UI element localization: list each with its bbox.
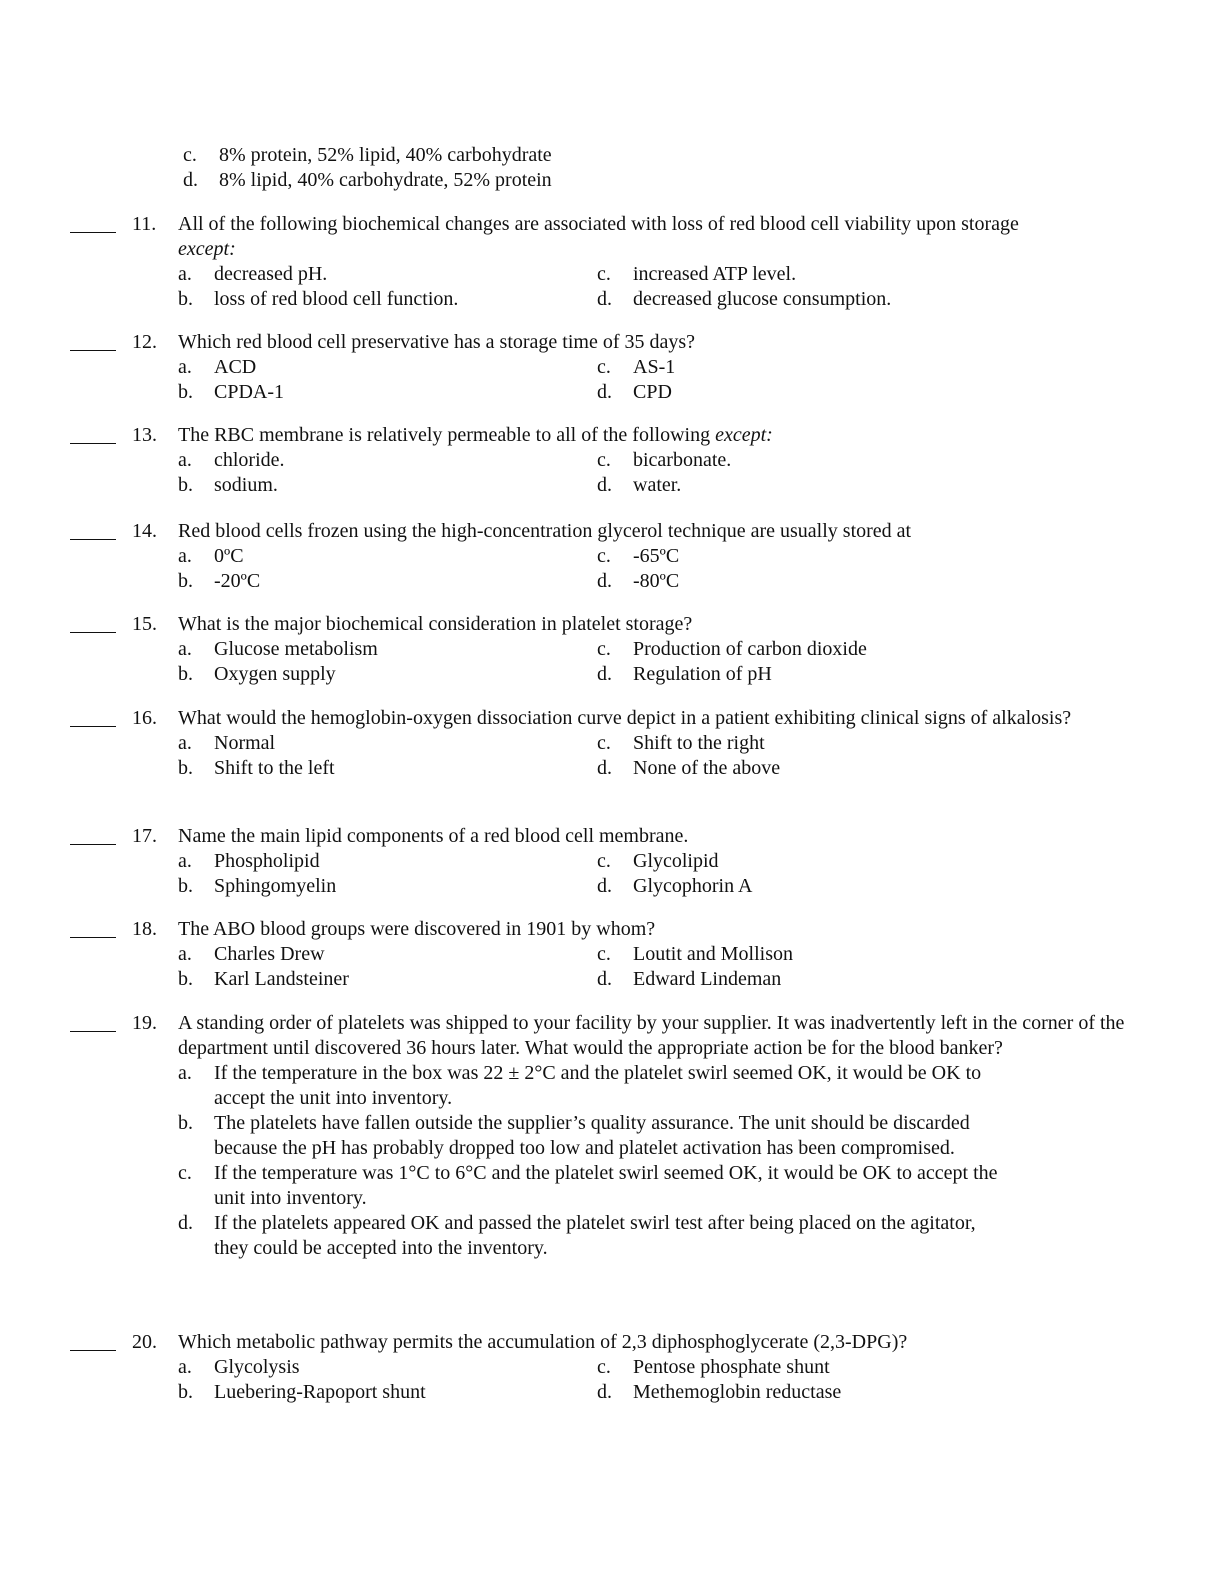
option-text: Pentose phosphate shunt — [633, 1356, 830, 1378]
option-letter: a. — [178, 1356, 192, 1378]
option-letter: a. — [178, 356, 192, 378]
option-a — [178, 942, 597, 967]
answer-blank[interactable] — [70, 519, 116, 540]
option-b — [178, 662, 597, 687]
answer-blank[interactable] — [70, 612, 116, 633]
option-text: 8% lipid, 40% carbohydrate, 52% protein — [219, 169, 552, 191]
option-letter: b. — [178, 381, 193, 403]
option-text: Karl Landsteiner — [214, 968, 349, 990]
question-number: 15. — [132, 613, 157, 635]
option-text: Glycolysis — [214, 1356, 300, 1378]
option-text: Glucose metabolism — [214, 638, 378, 660]
options-grid — [178, 942, 1133, 992]
option-letter: b. — [178, 1112, 193, 1134]
question-number: 13. — [132, 424, 157, 446]
option-d — [597, 662, 977, 687]
option-b — [178, 380, 597, 405]
option-text: bicarbonate. — [633, 449, 732, 471]
option-b — [178, 287, 597, 312]
option-text: 8% protein, 52% lipid, 40% carbohydrate — [219, 144, 552, 166]
option-a — [178, 637, 597, 662]
option-d — [597, 473, 977, 498]
option-d — [597, 380, 977, 405]
option-text: Production of carbon dioxide — [633, 638, 867, 660]
option-a — [178, 544, 597, 569]
option-a — [178, 1061, 1133, 1111]
option-letter: d. — [183, 169, 198, 191]
question-number: 20. — [132, 1331, 157, 1353]
answer-blank[interactable] — [70, 706, 116, 727]
question-stem: The ABO blood groups were discovered in 1901 by whom? — [178, 918, 656, 940]
option-text: -20ºC — [214, 570, 261, 592]
answer-blank[interactable] — [70, 917, 116, 938]
question-stem: Which metabolic pathway permits the accumulation of 2,3 diphosphoglycerate (2,3-DPG)? — [178, 1331, 908, 1353]
option-text: If the temperature in the box was 22 ± 2°C and the platelet swirl seemed OK, it would be OK to accept the unit into inventory. — [214, 1062, 982, 1109]
stem-text: All of the following biochemical changes are associated with loss of red blood cell viability upon storage — [178, 213, 1019, 235]
option-d — [597, 756, 977, 781]
option-letter: c. — [597, 545, 611, 567]
option-text: Normal — [214, 732, 276, 754]
option-d — [597, 967, 977, 992]
option-letter: d. — [597, 288, 612, 310]
option-text: Charles Drew — [214, 943, 325, 965]
option-d — [597, 874, 977, 899]
option-letter: d. — [597, 875, 612, 897]
option-c — [597, 637, 977, 662]
answer-blank[interactable] — [70, 212, 116, 233]
option-letter: a. — [178, 732, 192, 754]
option-text: decreased pH. — [214, 263, 328, 285]
option-letter: d. — [597, 381, 612, 403]
option-d — [178, 1211, 1133, 1261]
option-b — [178, 756, 597, 781]
option-letter: b. — [178, 663, 193, 685]
option-c — [597, 355, 977, 380]
stem-emphasis: except: — [715, 424, 773, 446]
option-letter: c. — [597, 943, 611, 965]
option-c — [597, 942, 977, 967]
option-text: -65ºC — [633, 545, 680, 567]
option-letter: a. — [178, 263, 192, 285]
option-letter: a. — [178, 1062, 192, 1084]
option-letter: a. — [178, 545, 192, 567]
option-a — [178, 1355, 597, 1380]
option-c — [597, 262, 977, 287]
option-c — [597, 448, 977, 473]
option-text: 0ºC — [214, 545, 244, 567]
question-stem: Name the main lipid components of a red blood cell membrane. — [178, 825, 689, 847]
option-d — [597, 569, 977, 594]
option-text: Shift to the right — [633, 732, 765, 754]
option-text: chloride. — [214, 449, 285, 471]
option-a — [178, 448, 597, 473]
option-text: Glycolipid — [633, 850, 719, 872]
option-text: If the platelets appeared OK and passed the platelet swirl test after being placed on the agitator, they could be accepted into the inventory. — [214, 1212, 976, 1259]
option-b — [178, 967, 597, 992]
question-stem — [178, 212, 1133, 262]
option-letter: c. — [597, 356, 611, 378]
options-grid — [178, 849, 1133, 899]
option-text: The platelets have fallen outside the supplier’s quality assurance. The unit should be discarded because the pH has probably dropped too low and platelet activation has been compromised. — [214, 1112, 970, 1159]
options-grid — [178, 448, 1133, 498]
option-letter: d. — [597, 663, 612, 685]
options-grid — [178, 262, 1133, 312]
options-grid — [178, 1355, 1133, 1405]
option-text: decreased glucose consumption. — [633, 288, 892, 310]
option-letter: c. — [183, 144, 197, 166]
option-c — [178, 1161, 1133, 1211]
option-text: Sphingomyelin — [214, 875, 337, 897]
question-stem — [178, 423, 1133, 448]
option-text: sodium. — [214, 474, 278, 496]
option-c — [597, 731, 977, 756]
option-letter: d. — [178, 1212, 193, 1234]
option-d — [597, 287, 977, 312]
question-stem: What would the hemoglobin-oxygen dissociation curve depict in a patient exhibiting clinical signs of alkalosis? — [178, 707, 1072, 729]
option-b — [178, 1380, 597, 1405]
option-text: None of the above — [633, 757, 781, 779]
stem-text: The RBC membrane is relatively permeable to all of the following — [178, 424, 711, 446]
option-b — [178, 569, 597, 594]
option-text: Methemoglobin reductase — [633, 1381, 842, 1403]
options-grid — [178, 355, 1133, 405]
option-a — [178, 731, 597, 756]
option-letter: c. — [597, 1356, 611, 1378]
option-text: loss of red blood cell function. — [214, 288, 459, 310]
options-grid — [178, 637, 1133, 687]
option-letter: b. — [178, 875, 193, 897]
answer-blank[interactable] — [70, 824, 116, 845]
option-text: water. — [633, 474, 682, 496]
option-b — [178, 874, 597, 899]
option-letter: d. — [597, 757, 612, 779]
option-text: Oxygen supply — [214, 663, 336, 685]
option-letter: c. — [178, 1162, 192, 1184]
option-letter: d. — [597, 474, 612, 496]
option-d — [183, 168, 552, 193]
option-d — [597, 1380, 977, 1405]
question-stem: What is the major biochemical consideration in platelet storage? — [178, 613, 693, 635]
question-stem: Red blood cells frozen using the high-concentration glycerol technique are usually stored at — [178, 520, 912, 542]
option-text: Luebering-Rapoport shunt — [214, 1381, 426, 1403]
answer-blank[interactable] — [70, 330, 116, 351]
option-letter: a. — [178, 943, 192, 965]
question-number: 17. — [132, 825, 157, 847]
option-a — [178, 355, 597, 380]
answer-blank[interactable] — [70, 423, 116, 444]
option-text: Edward Lindeman — [633, 968, 782, 990]
question-stem: A standing order of platelets was shipped to your facility by your supplier. It was inadvertently left in the corner of the department until discovered 36 hours later. What would the appropriate action be for the blood banker? — [178, 1012, 1125, 1059]
option-letter: b. — [178, 288, 193, 310]
option-letter: d. — [597, 570, 612, 592]
option-text: CPDA-1 — [214, 381, 285, 403]
option-letter: b. — [178, 570, 193, 592]
option-letter: c. — [597, 638, 611, 660]
option-text: increased ATP level. — [633, 263, 797, 285]
option-b — [178, 1111, 1133, 1161]
answer-blank[interactable] — [70, 1330, 116, 1351]
options-grid — [178, 544, 1133, 594]
question-number: 18. — [132, 918, 157, 940]
option-letter: b. — [178, 1381, 193, 1403]
option-letter: b. — [178, 757, 193, 779]
option-c — [183, 143, 552, 168]
option-a — [178, 262, 597, 287]
option-text: AS-1 — [633, 356, 676, 378]
question-number: 11. — [132, 213, 157, 235]
question-number: 19. — [132, 1012, 157, 1034]
option-text: Glycophorin A — [633, 875, 753, 897]
option-letter: c. — [597, 732, 611, 754]
continued-options — [183, 143, 552, 193]
option-letter: d. — [597, 968, 612, 990]
stem-emphasis: except: — [178, 238, 236, 260]
option-letter: c. — [597, 850, 611, 872]
question-number: 16. — [132, 707, 157, 729]
option-c — [597, 1355, 977, 1380]
question-number: 12. — [132, 331, 157, 353]
option-text: -80ºC — [633, 570, 680, 592]
option-letter: b. — [178, 968, 193, 990]
options-grid — [178, 731, 1133, 781]
option-text: Phospholipid — [214, 850, 320, 872]
option-text: Regulation of pH — [633, 663, 772, 685]
option-c — [597, 544, 977, 569]
option-letter: a. — [178, 449, 192, 471]
question-stem: Which red blood cell preservative has a storage time of 35 days? — [178, 331, 696, 353]
option-b — [178, 473, 597, 498]
option-letter: c. — [597, 449, 611, 471]
option-text: If the temperature was 1°C to 6°C and the platelet swirl seemed OK, it would be OK to accept the unit into inventory. — [214, 1162, 998, 1209]
option-letter: b. — [178, 474, 193, 496]
option-letter: a. — [178, 850, 192, 872]
option-letter: d. — [597, 1381, 612, 1403]
option-a — [178, 849, 597, 874]
option-text: ACD — [214, 356, 257, 378]
question-number: 14. — [132, 520, 157, 542]
option-text: Loutit and Mollison — [633, 943, 793, 965]
option-letter: a. — [178, 638, 192, 660]
option-c — [597, 849, 977, 874]
option-letter: c. — [597, 263, 611, 285]
answer-blank[interactable] — [70, 1011, 116, 1032]
option-text: Shift to the left — [214, 757, 335, 779]
option-text: CPD — [633, 381, 672, 403]
